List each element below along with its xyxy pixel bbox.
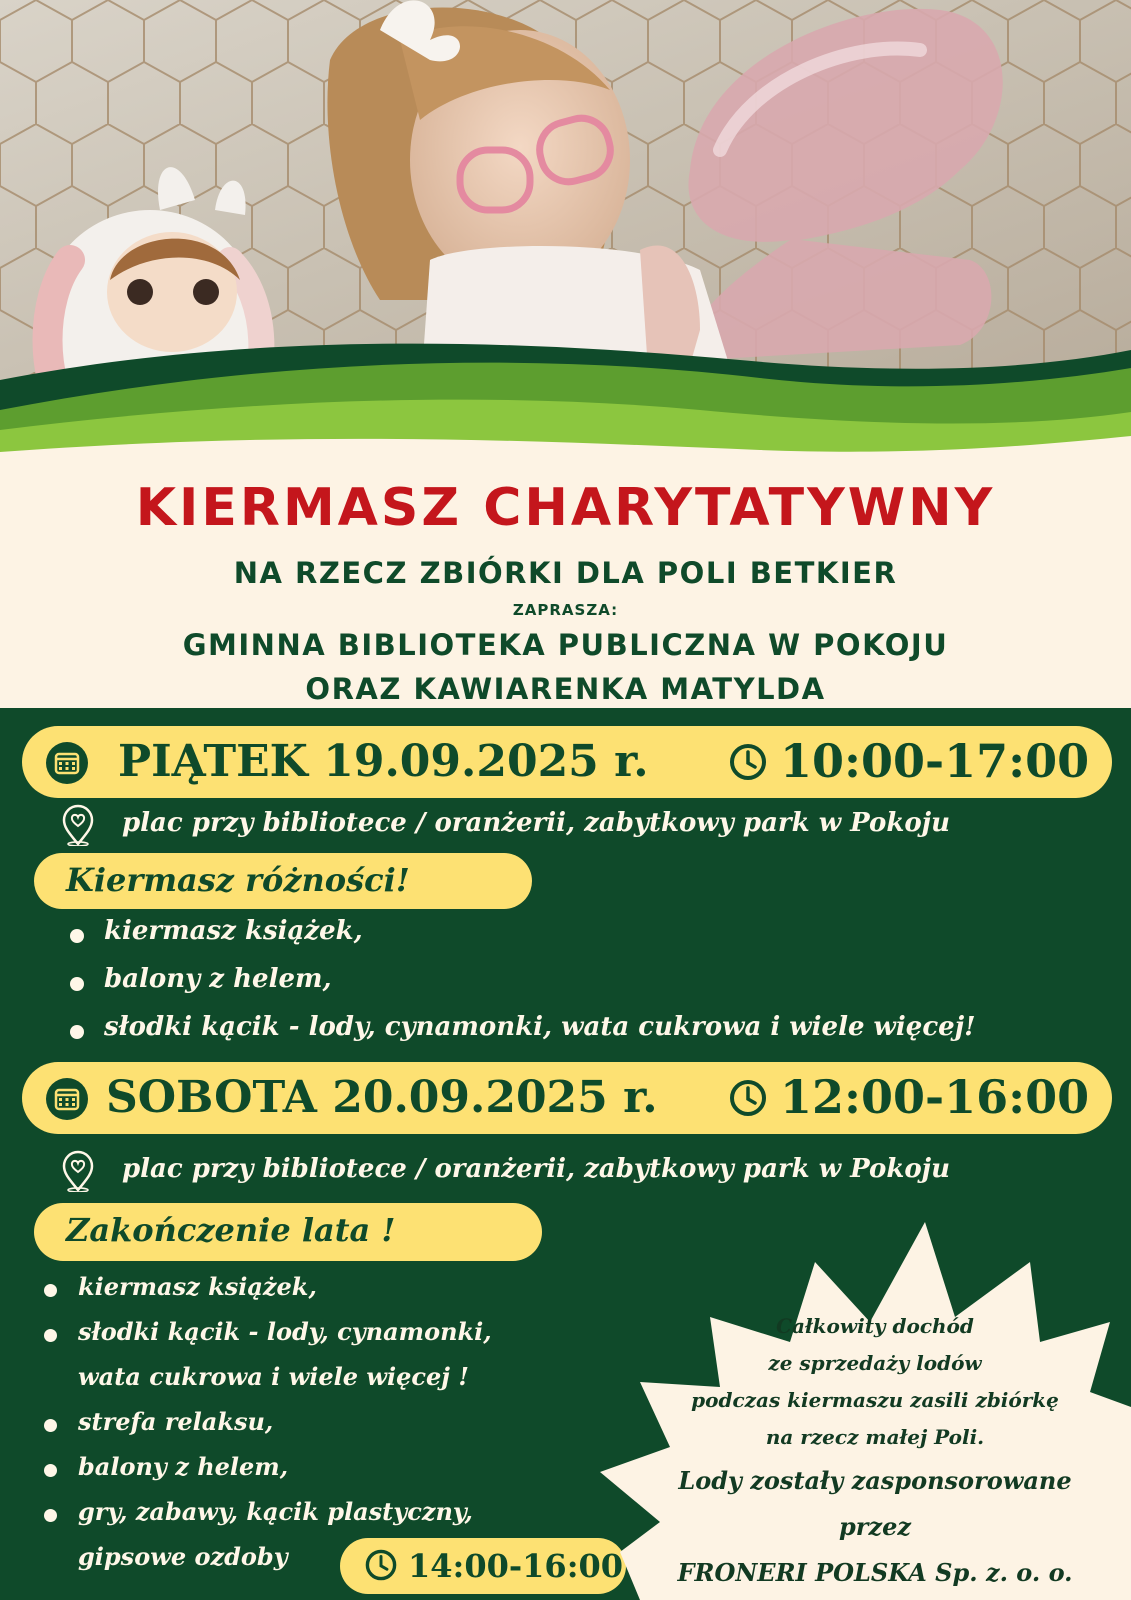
workshop-time-pill: [340, 1538, 626, 1594]
day1-location: [60, 802, 1120, 846]
organizer-line-2: ORAZ KAWIARENKA MATYLDA: [305, 672, 826, 706]
list-item: słodki kącik - lody, cynamonki,: [44, 1317, 492, 1362]
location-pin-icon: [60, 1150, 96, 1192]
list-item: kiermasz książek,: [70, 916, 976, 964]
calendar-icon: [46, 742, 88, 784]
sponsor-note-text: Całkowity dochód ze sprzedaży lodów podczas kiermaszu zasili zbiórkę na rzecz małej Poli.: [691, 1314, 1059, 1449]
sponsor-credit-text: Lody zostały zasponsorowane przez FRONERI POLSKA Sp. z. o. o.: [677, 1466, 1073, 1587]
event-title: KIERMASZ CHARYTATYWNY: [135, 478, 996, 538]
list-item: kiermasz książek,: [44, 1272, 492, 1317]
day1-date: PIĄTEK 19.09.2025 r.: [118, 736, 649, 787]
day2-date-bar: [22, 1062, 1112, 1134]
list-item: strefa relaksu,: [44, 1407, 492, 1452]
event-subtitle: NA RZECZ ZBIÓRKI DLA POLI BETKIER: [233, 556, 898, 590]
list-item: słodki kącik - lody, cynamonki, wata cukrowa i wiele więcej!: [70, 1012, 976, 1060]
list-item: balony z helem,: [70, 964, 976, 1012]
day1-section-title: Kiermasz różności!: [66, 861, 410, 899]
list-item: gry, zabawy, kącik plastyczny,: [44, 1497, 492, 1542]
calendar-icon: [46, 1078, 88, 1120]
day1-date-bar: [22, 726, 1112, 798]
day2-section-title: Zakończenie lata !: [66, 1211, 396, 1249]
day2-time: 12:00-16:00: [780, 1070, 1090, 1124]
day1-section-pill: [34, 853, 532, 909]
workshop-time: 14:00-16:00: [408, 1547, 624, 1585]
organizer-line-1: GMINNA BIBLIOTEKA PUBLICZNA W POKOJU: [182, 628, 949, 662]
clock-icon: [364, 1548, 398, 1582]
day1-location-text: plac przy bibliotece / oranżerii, zabytkowy park w Pokoju: [122, 808, 950, 838]
day2-location: [60, 1148, 1120, 1192]
day2-section-pill: [34, 1203, 542, 1261]
day2-date: SOBOTA 20.09.2025 r.: [106, 1072, 658, 1123]
list-item-continuation: wata cukrowa i wiele więcej !: [78, 1362, 469, 1391]
clock-icon: [728, 1078, 768, 1118]
clock-icon: [728, 742, 768, 782]
list-item: balony z helem,: [44, 1452, 492, 1497]
invites-label: ZAPRASZA:: [512, 601, 619, 619]
list-item-continuation: gipsowe ozdoby: [78, 1542, 288, 1571]
day1-time: 10:00-17:00: [780, 734, 1090, 788]
day1-list: [70, 916, 976, 1060]
location-pin-icon: [60, 804, 96, 846]
day2-location-text: plac przy bibliotece / oranżerii, zabytkowy park w Pokoju: [122, 1154, 950, 1184]
